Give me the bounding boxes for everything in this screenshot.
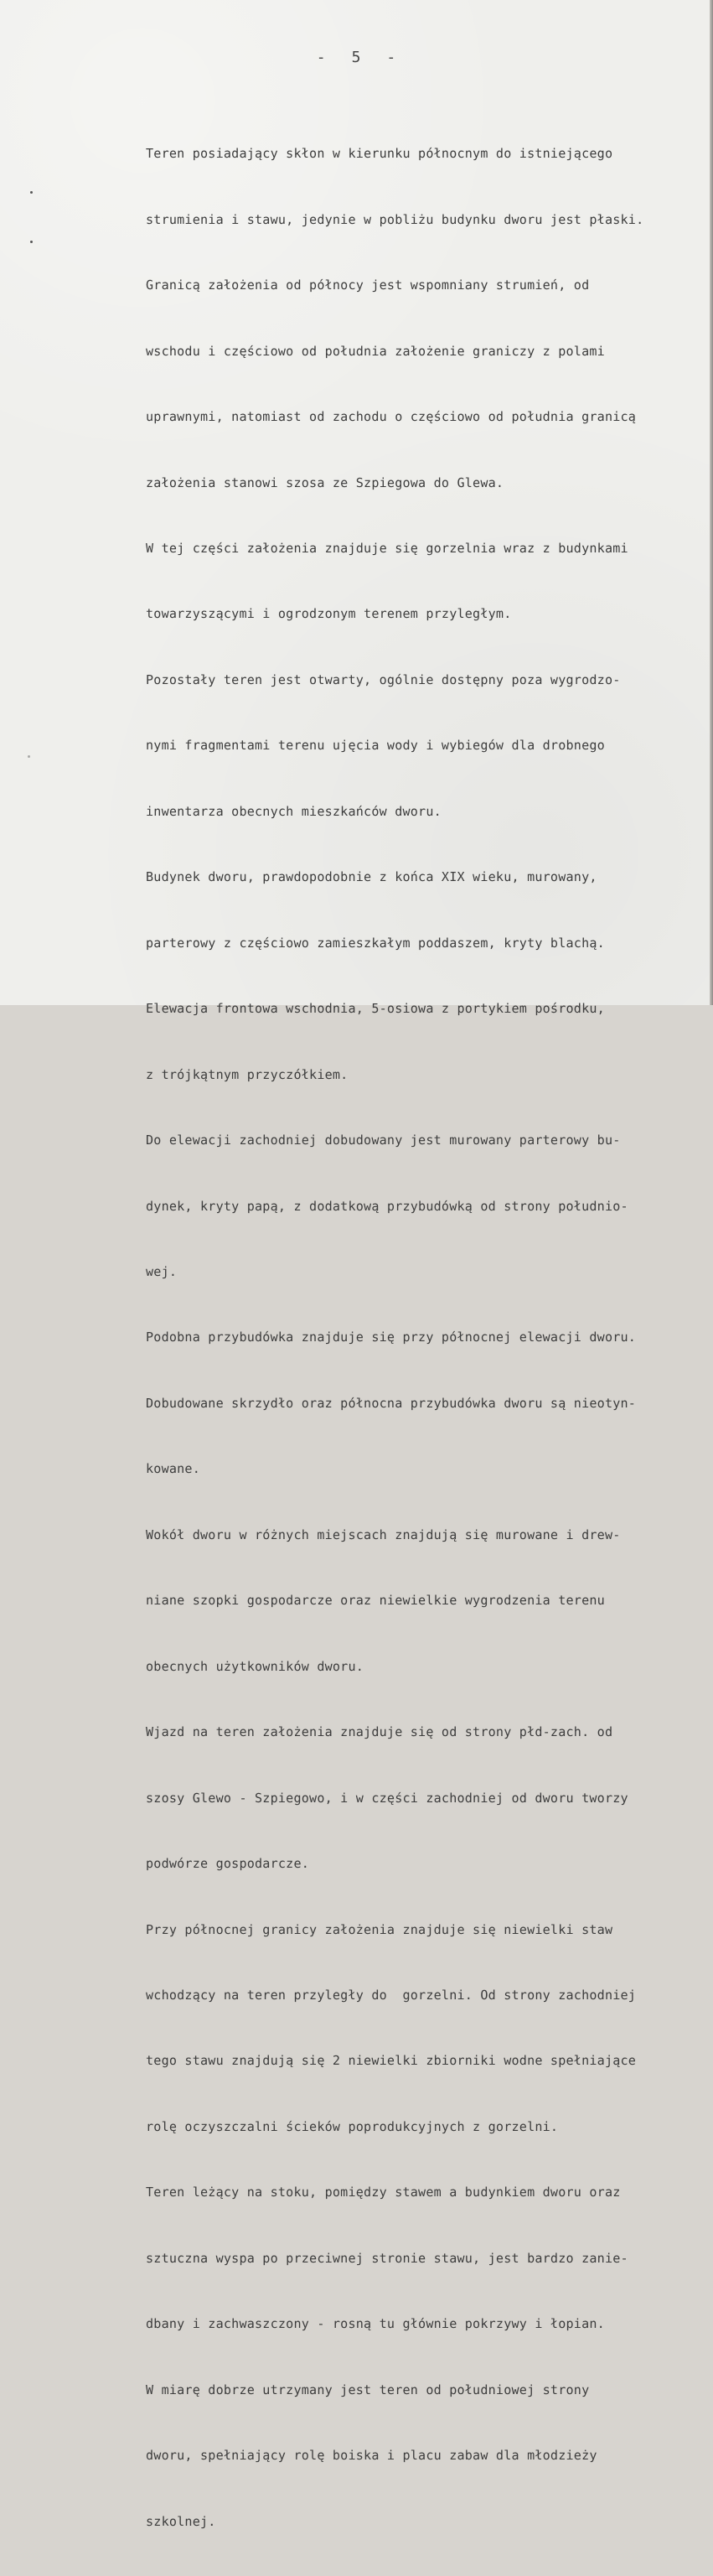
typed-text-block — [146, 99, 712, 2576]
text-line: towarzyszącymi i ogrodzonym terenem przyległym. — [146, 606, 512, 622]
text-line: Podobna przybudówka znajduje się przy północnej elewacji dworu. — [146, 1329, 637, 1345]
text-line: strumienia i stawu, jedynie w pobliżu budynku dworu jest płaski. — [146, 211, 644, 227]
text-line: niane szopki gospodarcze oraz niewielkie wygrodzenia terenu — [146, 1593, 605, 1609]
text-line: wej. — [146, 1264, 178, 1280]
text-line: dbany i zachwaszczony - rosną tu głównie pokrzywy i łopian. — [146, 2316, 605, 2332]
text-line: Pozostały teren jest otwarty, ogólnie dostępny poza wygrodzo- — [146, 671, 621, 687]
text-line: sztuczna wyspa po przeciwnej stronie stawu, jest bardzo zanie- — [146, 2250, 628, 2266]
text-line: podwórze gospodarcze. — [146, 1856, 310, 1872]
text-line: z trójkątnym przyczółkiem. — [146, 1066, 349, 1082]
text-line: dynek, kryty papą, z dodatkową przybudówką od strony południo- — [146, 1198, 628, 1214]
text-line: nymi fragmentami terenu ujęcia wody i wybiegów dla drobnego — [146, 738, 605, 754]
text-line: Przy północnej granicy założenia znajduje się niewielki staw — [146, 1921, 613, 1937]
page-number-right-dash: - — [386, 49, 397, 66]
text-line: wchodzący na teren przyległy do gorzelni. Od strony zachodniej — [146, 1988, 637, 2003]
text-line: W miarę dobrze utrzymany jest teren od południowej strony — [146, 2382, 590, 2397]
text-line: dworu, spełniający rolę boiska i placu zabaw dla młodzieży — [146, 2448, 597, 2464]
text-line: Teren leżący na stoku, pomiędzy stawem a budynkiem dworu oraz — [146, 2185, 621, 2200]
text-line: Granicą założenia od północy jest wspomniany strumień, od — [146, 277, 590, 293]
text-line: szkolnej. — [146, 2513, 216, 2529]
text-line: obecnych użytkowników dworu. — [146, 1658, 364, 1674]
paper-mark — [30, 191, 33, 194]
text-line: tego stawu znajdują się 2 niewielki zbiorniki wodne spełniające — [146, 2053, 637, 2069]
paper-mark — [30, 241, 33, 243]
text-line: Do elewacji zachodniej dobudowany jest murowany parterowy bu- — [146, 1133, 621, 1148]
text-line: wschodu i częściowo od południa założenie graniczy z polami — [146, 343, 605, 359]
text-line: założenia stanowi szosa ze Szpiegowa do Glewa. — [146, 474, 504, 490]
text-line: Elewacja frontowa wschodnia, 5-osiowa z portykiem pośrodku, — [146, 1001, 605, 1017]
text-line: rolę oczyszczalni ścieków poprodukcyjnych z gorzelni. — [146, 2118, 559, 2134]
text-line: szosy Glewo - Szpiegowo, i w części zachodniej od dworu tworzy — [146, 1790, 628, 1806]
page-number-header — [0, 49, 713, 66]
text-line: W tej części założenia znajduje się gorzelnia wraz z budynkami — [146, 541, 628, 557]
text-line: Teren posiadający skłon w kierunku północnym do istniejącego — [146, 146, 613, 162]
text-line: parterowy z częściowo zamieszkałym poddaszem, kryty blachą. — [146, 935, 605, 951]
text-line: Budynek dworu, prawdopodobnie z końca XIX wieku, murowany, — [146, 869, 597, 885]
text-line: Wjazd na teren założenia znajduje się od strony płd-zach. od — [146, 1724, 613, 1740]
page-number: 5 — [351, 49, 362, 66]
text-line: inwentarza obecnych mieszkańców dworu. — [146, 803, 442, 819]
text-line: uprawnymi, natomiast od zachodu o częściowo od południa granicą — [146, 409, 637, 425]
page-number-left-dash: - — [316, 49, 327, 66]
text-line: kowane. — [146, 1461, 201, 1477]
text-line: Dobudowane skrzydło oraz północna przybudówka dworu są nieotyn- — [146, 1395, 637, 1411]
paper-mark — [28, 755, 30, 758]
text-line: Wokół dworu w różnych miejscach znajdują się murowane i drew- — [146, 1526, 621, 1542]
